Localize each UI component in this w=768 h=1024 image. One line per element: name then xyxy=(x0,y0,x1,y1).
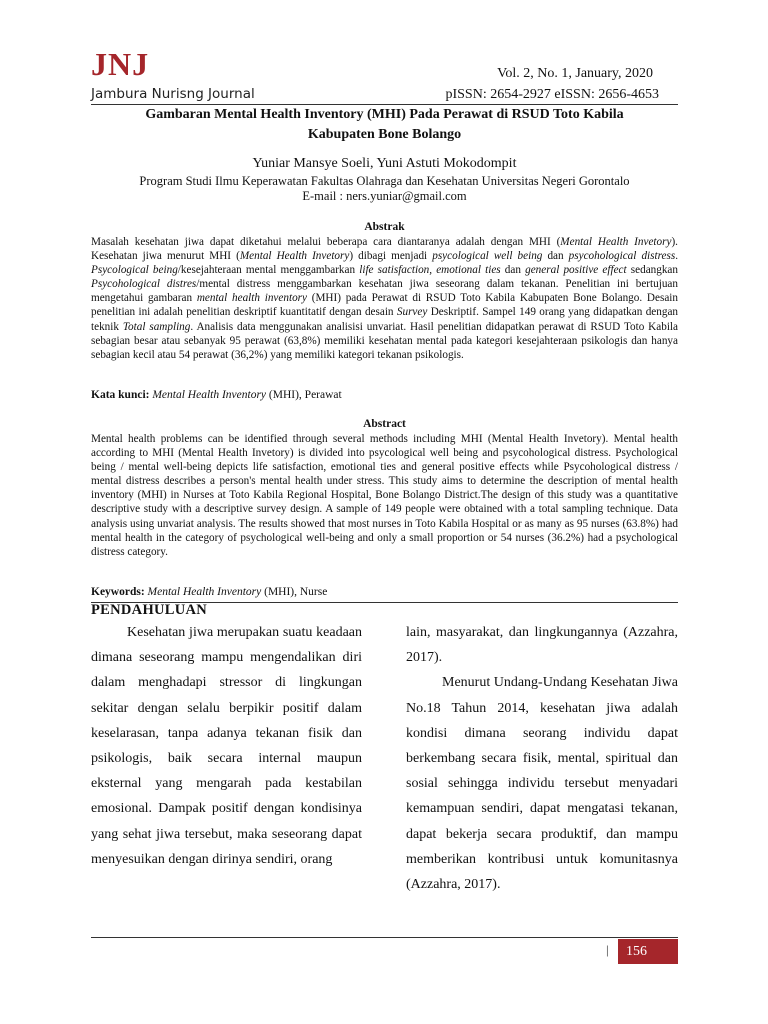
right-column xyxy=(406,620,678,897)
keywords: Keywords: Mental Health Inventory (MHI), Nurse xyxy=(91,586,328,598)
affiliation: Program Studi Ilmu Keperawatan Fakultas Olahraga dan Kesehatan Universitas Negeri Gorontalo xyxy=(139,174,630,188)
footer-separator: | xyxy=(606,942,609,957)
paragraph: Menurut Undang-Undang Kesehatan Jiwa No.18 Tahun 2014, kesehatan jiwa adalah kondisi dimana seorang individu dapat berkembang secara fisik, mental, spiritual dan sosial sehingga individu tersebut menyadari kemampuan sendiri, dapat mengatasi tekanan, dapat bekerja secara produktif, dan mampu memberikan kontribusi untuk komunitasnya (Azzahra, 2017). xyxy=(406,675,678,893)
volume-info: Vol. 2, No. 1, January, 2020 xyxy=(497,66,653,81)
title-line-2: Kabupaten Bone Bolango xyxy=(307,127,462,142)
page-number: 156 xyxy=(618,939,678,964)
article-title xyxy=(91,105,678,145)
affiliation-block xyxy=(91,174,678,204)
abstract-heading: Abstract xyxy=(363,418,406,430)
journal-name: Jambura Nurisng Journal xyxy=(91,86,255,102)
footer-divider xyxy=(91,937,678,938)
issn-info: pISSN: 2654-2927 eISSN: 2656-4653 xyxy=(445,87,659,102)
abstract-body: Mental health problems can be identified through several methods including MHI (Mental Health Invetory). Mental health according to MHI (Mental Health Invetory) is divided into psycological well being and psycohological distress. Psychological being / mental well-being depicts life satisfaction, emotional ties and general positive effects while Psycohological distress / mental distress describes a person's mental health under stress. This study aims to determine the description of mental health inventory (MHI) in Nurses at Toto Kabila Regional Hospital, Bone Bolango District.The design of this study was a quantitative descriptive study with a descriptive survey design. A sample of 149 people were obtained with a total sampling technique. Data analysis using unvariat analysis. The results showed that most nurses in Toto Kabila Hospital or as many as 95 nurses (63.8%) had mental health in the category of psychological well-being and only a small proportion or 54 nurses (36.2%) had a psychological distress category. xyxy=(91,433,678,558)
paragraph: lain, masyarakat, dan lingkungannya (Azzahra, 2017). xyxy=(406,625,678,666)
title-line-1: Gambaran Mental Health Inventory (MHI) Pada Perawat di RSUD Toto Kabila xyxy=(145,107,624,122)
left-column xyxy=(91,620,362,872)
journal-logo: JNJ xyxy=(91,46,150,82)
abstrak-heading: Abstrak xyxy=(364,221,405,233)
authors: Yuniar Mansye Soeli, Yuni Astuti Mokodompit xyxy=(252,156,517,171)
abstrak-body: Masalah kesehatan jiwa dapat diketahui melalui beberapa cara diantaranya adalah dengan MHI (Mental Health Invetory). Kesehatan jiwa menurut MHI (Mental Health Invetory) dibagi menjadi psycological well being dan psycohological distress. Psycological being/kesejahteraan mental menggambarkan life satisfaction, emotional ties dan general positive effect sedangkan Psycohological distres/mental distress menggambarkan kesehatan jiwa seseorang dalam tekanan. Penelitian ini bertujuan mengetahui gambaran mental health inventory (MHI) pada Perawat di RSUD Toto Kabila Kabupaten Bone Bolango. Desain penelitian ini adalah penelitian deskriptif kuantitatif dengan desain Survey Deskriptif. Sampel 149 orang yang didapatkan dengan teknik Total sampling. Analisis data menggunakan analisisi unvariat. Hasil penelitian didapatkan perawat di RSUD Toto Kabila sebagian besar atau sebanyak 95 perawat (63,8%) memiliki kesehatan mental pada kategori kesejahteraan psikologis dan hanya sebagian kecil atau 54 perawat (36,2%) yang memiliki kategori tekanan psikologis. xyxy=(91,236,679,361)
kata-kunci: Kata kunci: Mental Health Inventory (MHI), Perawat xyxy=(91,389,342,401)
paragraph: Kesehatan jiwa merupakan suatu keadaan dimana seseorang mampu mengendalikan diri dalam menghadapi stressor di lingkungan sekitar dengan selalu berpikir positif dalam keselarasan, tanpa adanya tekanan fisik dan psikologis, baik secara internal maupun eksternal yang mengarah pada kestabilan emosional. Dampak positif dengan kondisinya yang sehat jiwa tersebut, maka seseorang dapat menyesuikan dengan dirinya sendiri, orang xyxy=(91,625,362,867)
email[interactable]: E-mail : ners.yuniar@gmail.com xyxy=(302,189,467,203)
section-title: PENDAHULUAN xyxy=(91,602,208,618)
